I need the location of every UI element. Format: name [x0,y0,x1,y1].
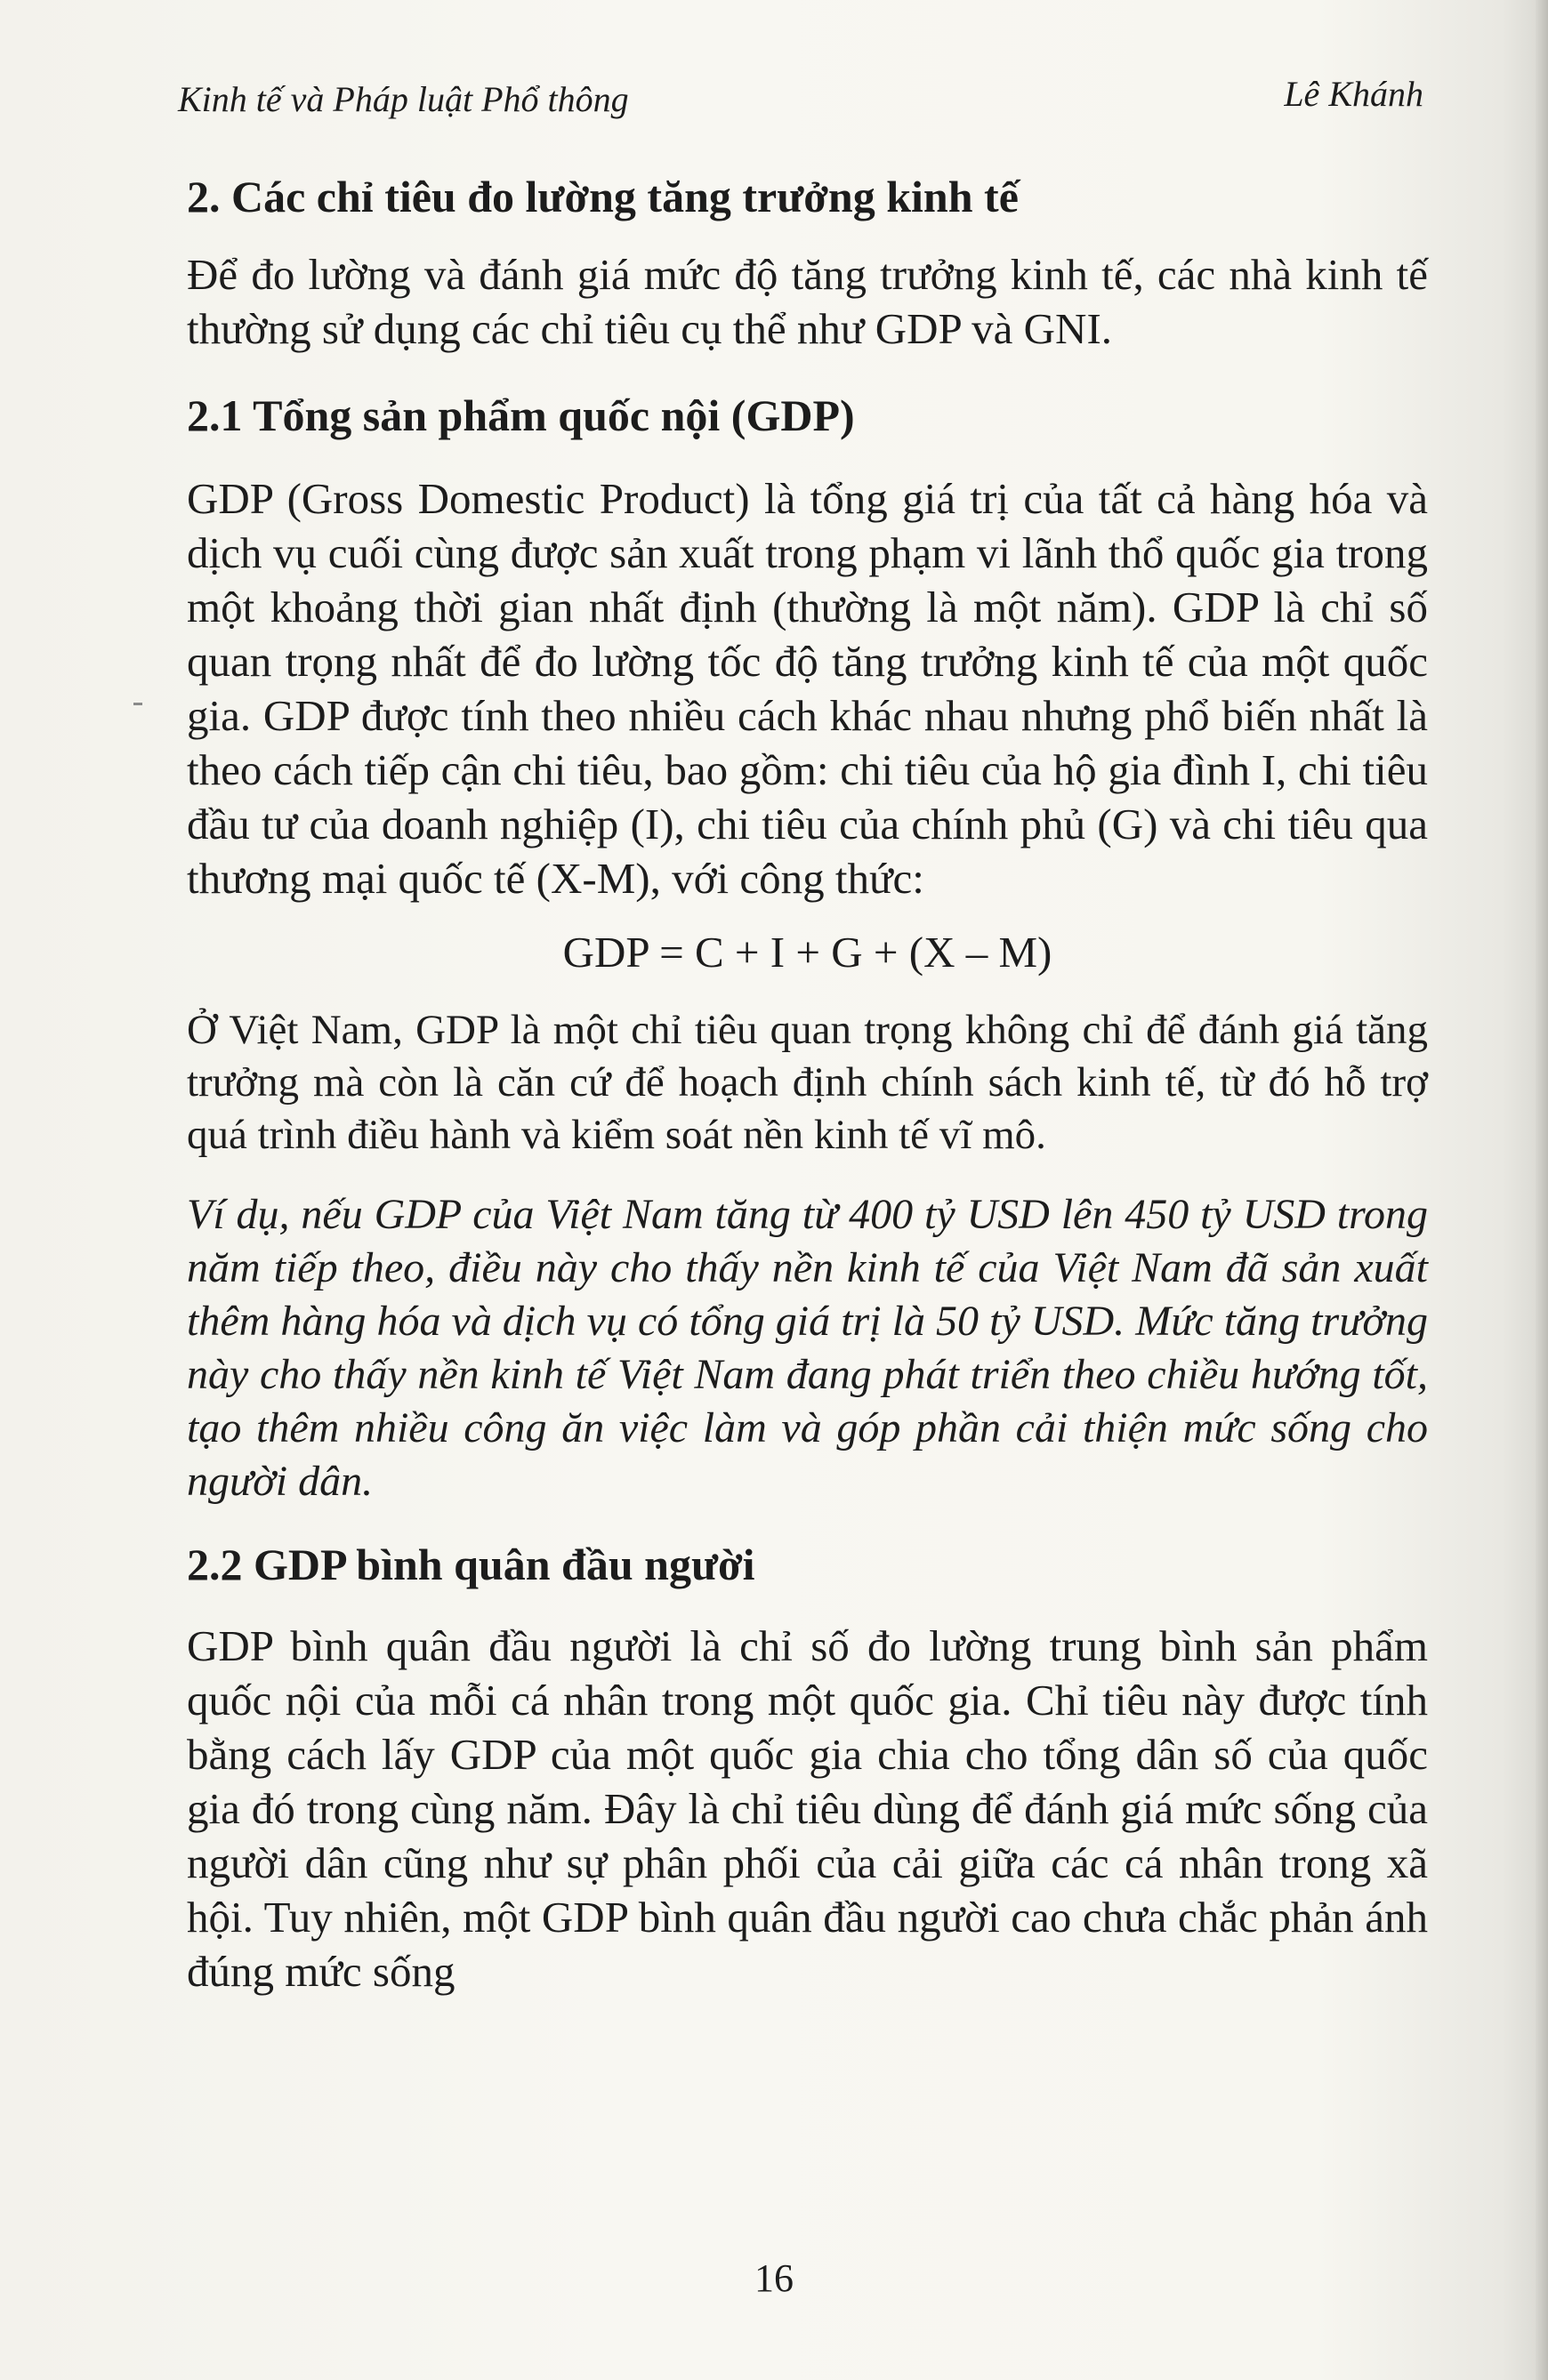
page-number: 16 [754,2256,794,2300]
header-book-title: Kinh tế và Pháp luật Phổ thông [178,79,629,119]
header-author: Lê Khánh [1284,74,1423,114]
gdp-formula: GDP = C + I + G + (X – M) [562,928,1052,977]
example-paragraph: Ví dụ, nếu GDP của Việt Nam tăng từ 400 tỷ USD lên 450 tỷ USD trong năm tiếp theo, điều này cho thấy nền kinh tế của Việt Nam đã sản xuất thêm hàng hóa và dịch vụ có tổng giá trị là 50 tỷ USD. Mức tăng trưởng này cho thấy nền kinh tế Việt Nam đang phát triển theo chiều hướng tốt, tạo thêm nhiều công ăn việc làm và góp phần cải thiện mức sống cho người dân. [187,1191,1428,1505]
subsection-title-gdp-per-capita: 2.2 GDP bình quân đầu người [187,1540,755,1589]
section-intro-paragraph: Để đo lường và đánh giá mức độ tăng trưởng kinh tế, các nhà kinh tế thường sử dụng các chỉ tiêu cụ thể như GDP và GNI. [187,250,1428,353]
subsection-title-gdp: 2.1 Tổng sản phẩm quốc nội (GDP) [187,390,855,440]
gdp-definition-paragraph: GDP (Gross Domestic Product) là tổng giá trị của tất cả hàng hóa và dịch vụ cuối cùng được sản xuất trong phạm vi lãnh thổ quốc gia trong một khoảng thời gian nhất định (thường là một năm). GDP là chỉ số quan trọng nhất để đo lường tốc độ tăng trưởng kinh tế của một quốc gia. GDP được tính theo nhiều cách khác nhau nhưng phổ biến nhất là theo cách tiếp cận chi tiêu, bao gồm: chi tiêu của hộ gia đình I, chi tiêu đầu tư của doanh nghiệp (I), chi tiêu của chính phủ (G) và chi tiêu qua thương mại quốc tế (X-M), với công thức: [187,474,1428,903]
gdp-per-capita-paragraph: GDP bình quân đầu người là chỉ số đo lường trung bình sản phẩm quốc nội của mỗi cá nhân trong một quốc gia. Chỉ tiêu này được tính bằng cách lấy GDP của một quốc gia chia cho tổng dân số của quốc gia đó trong cùng năm. Đây là chỉ tiêu dùng để đánh giá mức sống của người dân cũng như sự phân phối của cải giữa các cá nhân trong xã hội. Tuy nhiên, một GDP bình quân đầu người cao chưa chắc phản ánh đúng mức sống [187,1621,1428,1996]
section-title: 2. Các chỉ tiêu đo lường tăng trưởng kinh tế [187,172,1019,221]
margin-mark [133,703,142,705]
vietnam-gdp-paragraph: Ở Việt Nam, GDP là một chỉ tiêu quan trọng không chỉ để đánh giá tăng trưởng mà còn là căn cứ để hoạch định chính sách kinh tế, từ đó hỗ trợ quá trình điều hành và kiểm soát nền kinh tế vĩ mô. [187,1007,1428,1158]
running-header [178,73,1423,126]
page-edge-shadow [1536,0,1548,2380]
page-content [187,169,1428,1998]
